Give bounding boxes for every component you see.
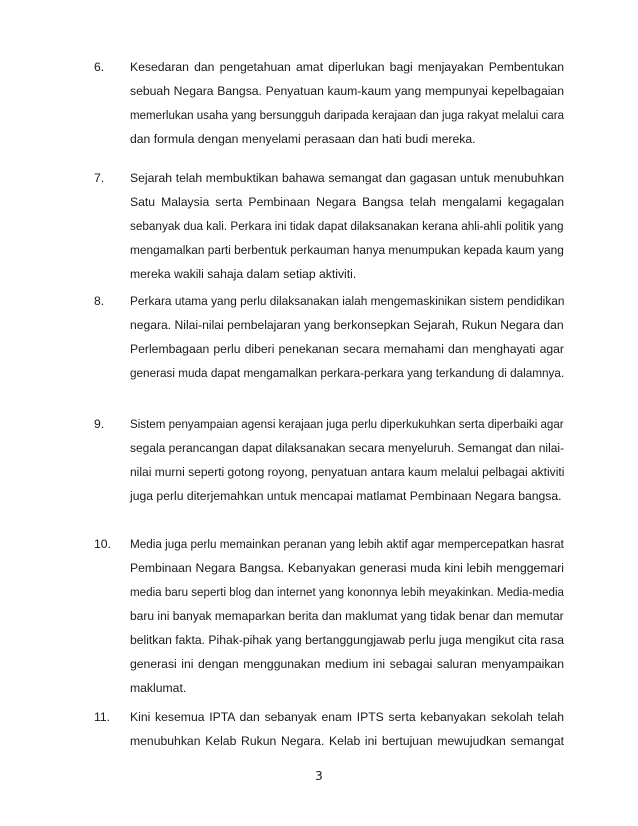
paragraph-line: juga perlu diterjemahkan untuk mencapai matlamat Pembinaan Negara bangsa. — [130, 489, 562, 503]
paragraph-line: Perkara utama yang perlu dilaksanakan ialah mengemaskinikan sistem pendidikan — [130, 294, 565, 308]
item-number: 11. — [94, 710, 111, 724]
item-number: 8. — [94, 294, 105, 308]
paragraph-line: baru ini banyak memaparkan berita dan maklumat yang tidak benar dan memutar — [130, 609, 564, 623]
paragraph-line: maklumat. — [130, 681, 187, 695]
item-paragraph — [130, 705, 564, 753]
paragraph-line: generasi ini dengan menggunakan medium ini sebagai saluran menyampaikan — [130, 657, 564, 671]
paragraph-line: nilai murni seperti gotong royong, penyatuan antara kaum melalui pelbagai aktiviti — [130, 465, 565, 479]
paragraph-line: Perlembagaan perlu diberi penekanan secara memahami dan menghayati agar — [130, 342, 564, 356]
paragraph-line: mereka wakili sahaja dalam setiap aktiviti. — [130, 267, 357, 281]
paragraph-line: sebanyak dua kali. Perkara ini tidak dapat dilaksanakan kerana ahli-ahli politik yang — [130, 219, 564, 233]
item-number: 10. — [94, 537, 111, 551]
paragraph-line: negara. Nilai-nilai pembelajaran yang berkonsepkan Sejarah, Rukun Negara dan — [130, 318, 564, 332]
paragraph-line: dan formula dengan menyelami perasaan dan hati budi mereka. — [130, 132, 476, 146]
item-paragraph — [130, 532, 564, 700]
item-number: 7. — [94, 171, 105, 185]
paragraph-line: sebuah Negara Bangsa. Penyatuan kaum-kaum yang mempunyai kepelbagaian — [130, 84, 564, 98]
item-paragraph — [130, 166, 564, 286]
page-number: 3 — [315, 769, 323, 783]
paragraph-line: mengamalkan parti berbentuk perkauman hanya menumpukan kepada kaum yang — [130, 243, 564, 257]
paragraph-line: generasi muda dapat mengamalkan perkara-perkara yang terkandung di dalamnya. — [130, 366, 565, 380]
item-number: 6. — [94, 60, 105, 74]
paragraph-line: belitkan fakta. Pihak-pihak yang bertanggungjawab perlu juga mengikut cita rasa — [130, 633, 564, 647]
paragraph-line: Sistem penyampaian agensi kerajaan juga perlu diperkukuhkan serta diperbaiki agar — [130, 417, 564, 431]
item-paragraph — [130, 412, 564, 508]
paragraph-line: segala perancangan dapat dilaksanakan secara menyeluruh. Semangat dan nilai- — [130, 441, 565, 455]
item-paragraph — [130, 289, 564, 385]
paragraph-line: Sejarah telah membuktikan bahawa semangat dan gagasan untuk menubuhkan — [130, 171, 564, 185]
item-paragraph — [130, 55, 564, 151]
paragraph-line: Kini kesemua IPTA dan sebanyak enam IPTS serta kebanyakan sekolah telah — [130, 710, 564, 724]
paragraph-line: media baru seperti blog dan internet yang kononnya lebih meyakinkan. Media-media — [130, 585, 564, 599]
paragraph-line: Media juga perlu memainkan peranan yang lebih aktif agar mempercepatkan hasrat — [130, 537, 564, 551]
paragraph-line: menubuhkan Kelab Rukun Negara. Kelab ini bertujuan mewujudkan semangat — [130, 734, 564, 748]
paragraph-line: Pembinaan Negara Bangsa. Kebanyakan generasi muda kini lebih menggemari — [130, 561, 564, 575]
paragraph-line: memerlukan usaha yang bersungguh daripada kerajaan dan juga rakyat melalui cara — [130, 108, 565, 122]
item-number: 9. — [94, 417, 105, 431]
paragraph-line: Satu Malaysia serta Pembinaan Negara Bangsa telah mengalami kegagalan — [130, 195, 564, 209]
paragraph-line: Kesedaran dan pengetahuan amat diperlukan bagi menjayakan Pembentukan — [130, 60, 564, 74]
